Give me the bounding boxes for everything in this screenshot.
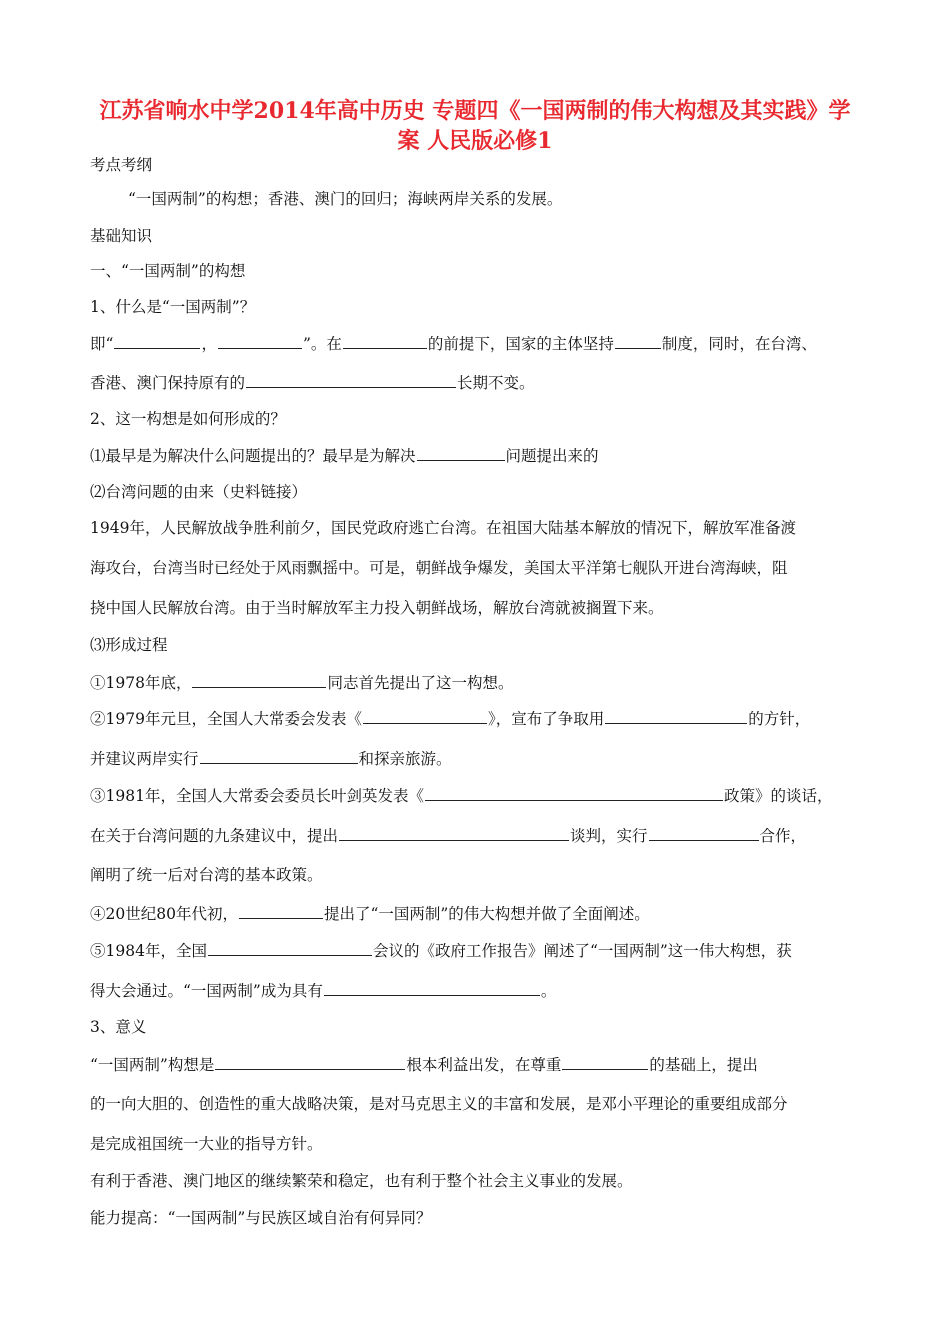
text: ⑴最早是为解决什么问题提出的？最早是为解决 bbox=[90, 447, 416, 465]
answer-blank bbox=[649, 825, 759, 841]
document-title bbox=[80, 96, 870, 156]
q2-sub-2: ⑵台湾问题的由来（史料链接） bbox=[90, 483, 308, 501]
text: 在关于台湾问题的九条建议中，提出 bbox=[90, 827, 339, 845]
jichu-heading: 基础知识 bbox=[90, 227, 153, 245]
text: 政策》的谈话， bbox=[723, 787, 833, 805]
question-3: 3、意义 bbox=[90, 1018, 147, 1036]
answer-blank bbox=[239, 903, 323, 919]
text: ”。在 bbox=[302, 335, 342, 353]
answer-blank bbox=[192, 672, 326, 688]
text: 根本利益出发，在尊重 bbox=[406, 1056, 562, 1074]
answer-blank bbox=[339, 825, 569, 841]
text: 。 bbox=[540, 982, 557, 1000]
text: 得大会通过。“一国两制”成为具有 bbox=[90, 982, 323, 1000]
text: 和探亲旅游。 bbox=[358, 750, 452, 768]
significance-line-b: 的一向大胆的、创造性的重大战略决策，是对马克思主义的丰富和发展，是邓小平理论的重要组成部分 bbox=[90, 1095, 788, 1113]
answer-blank bbox=[615, 333, 661, 349]
text: 的方针， bbox=[748, 710, 811, 728]
text: 制度，同时，在台湾、 bbox=[661, 335, 817, 353]
text: 谈判，实行 bbox=[570, 827, 648, 845]
process-item-3c: 阐明了统一后对台湾的基本政策。 bbox=[90, 866, 323, 884]
title-line-1: 江苏省响水中学2014年高中历史 专题四《一国两制的伟大构想及其实践》学 bbox=[99, 98, 851, 124]
answer-blank bbox=[324, 980, 540, 996]
significance-line-d: 有利于香港、澳门地区的继续繁荣和稳定，也有利于整个社会主义事业的发展。 bbox=[90, 1172, 633, 1190]
process-item-4 bbox=[90, 903, 650, 924]
text: 的基础上，提出 bbox=[649, 1056, 758, 1074]
text: 即“ bbox=[90, 335, 114, 353]
answer-blank bbox=[208, 940, 372, 956]
kaodian-heading: 考点考纲 bbox=[90, 156, 153, 174]
process-item-2b bbox=[90, 748, 452, 769]
text: 香港、澳门保持原有的 bbox=[90, 374, 246, 392]
answer-blank bbox=[218, 333, 302, 349]
process-item-2a bbox=[90, 708, 810, 729]
answer-blank bbox=[417, 445, 505, 461]
ability-question: 能力提高：“一国两制”与民族区域自治有何异同？ bbox=[90, 1209, 432, 1227]
text: 问题提出来的 bbox=[505, 447, 599, 465]
kaodian-text: “一国两制”的构想；香港、澳门的回归；海峡两岸关系的发展。 bbox=[128, 190, 563, 208]
answer-blank bbox=[363, 708, 487, 724]
text: 》，宣布了争取用 bbox=[487, 710, 605, 728]
answer-blank bbox=[114, 333, 200, 349]
text: ③1981年，全国人大常委会委员长叶剑英发表《 bbox=[90, 787, 424, 805]
text: ②1979年元旦，全国人大常委会发表《 bbox=[90, 710, 362, 728]
q1-line-a bbox=[90, 333, 817, 354]
significance-line-a bbox=[90, 1054, 758, 1075]
answer-blank bbox=[605, 708, 747, 724]
text: ， bbox=[201, 335, 217, 353]
text: ④20世纪80年代初， bbox=[90, 905, 238, 923]
text: ①1978年底， bbox=[90, 674, 192, 692]
significance-line-c: 是完成祖国统一大业的指导方针。 bbox=[90, 1135, 323, 1153]
text: “一国两制”构想是 bbox=[90, 1056, 215, 1074]
q1-line-b bbox=[90, 372, 535, 393]
history-para-2: 海攻台，台湾当时已经处于风雨飘摇中。可是，朝鲜战争爆发，美国太平洋第七舰队开进台湾海峡，阻 bbox=[90, 559, 788, 577]
part1-heading: 一、“一国两制”的构想 bbox=[90, 262, 246, 280]
q2-sub-1 bbox=[90, 445, 599, 466]
text: 提出了“一国两制”的伟大构想并做了全面阐述。 bbox=[323, 905, 650, 923]
answer-blank bbox=[343, 333, 427, 349]
history-para-1: 1949年，人民解放战争胜利前夕，国民党政府逃亡台湾。在祖国大陆基本解放的情况下，解放军准备渡 bbox=[90, 519, 796, 537]
process-item-1 bbox=[90, 672, 513, 693]
question-1: 1、什么是“一国两制”？ bbox=[90, 298, 256, 316]
answer-blank bbox=[215, 1054, 405, 1070]
process-item-5a bbox=[90, 940, 792, 961]
answer-blank bbox=[562, 1054, 648, 1070]
text: ⑤1984年，全国 bbox=[90, 942, 207, 960]
history-para-3: 挠中国人民解放台湾。由于当时解放军主力投入朝鲜战场，解放台湾就被搁置下来。 bbox=[90, 599, 664, 617]
text: 同志首先提出了这一构想。 bbox=[327, 674, 514, 692]
text: 会议的《政府工作报告》阐述了“一国两制”这一伟大构想，获 bbox=[372, 942, 792, 960]
process-item-5b bbox=[90, 980, 556, 1001]
q2-sub-3: ⑶形成过程 bbox=[90, 636, 168, 654]
answer-blank bbox=[246, 372, 456, 388]
process-item-3b bbox=[90, 825, 806, 846]
text: 的前提下，国家的主体坚持 bbox=[427, 335, 614, 353]
text: 并建议两岸实行 bbox=[90, 750, 199, 768]
text: 合作， bbox=[759, 827, 807, 845]
process-item-3a bbox=[90, 785, 832, 806]
title-line-2: 案 人民版必修1 bbox=[397, 128, 553, 154]
answer-blank bbox=[200, 748, 358, 764]
answer-blank bbox=[425, 785, 723, 801]
question-2: 2、这一构想是如何形成的？ bbox=[90, 410, 286, 428]
text: 长期不变。 bbox=[457, 374, 535, 392]
